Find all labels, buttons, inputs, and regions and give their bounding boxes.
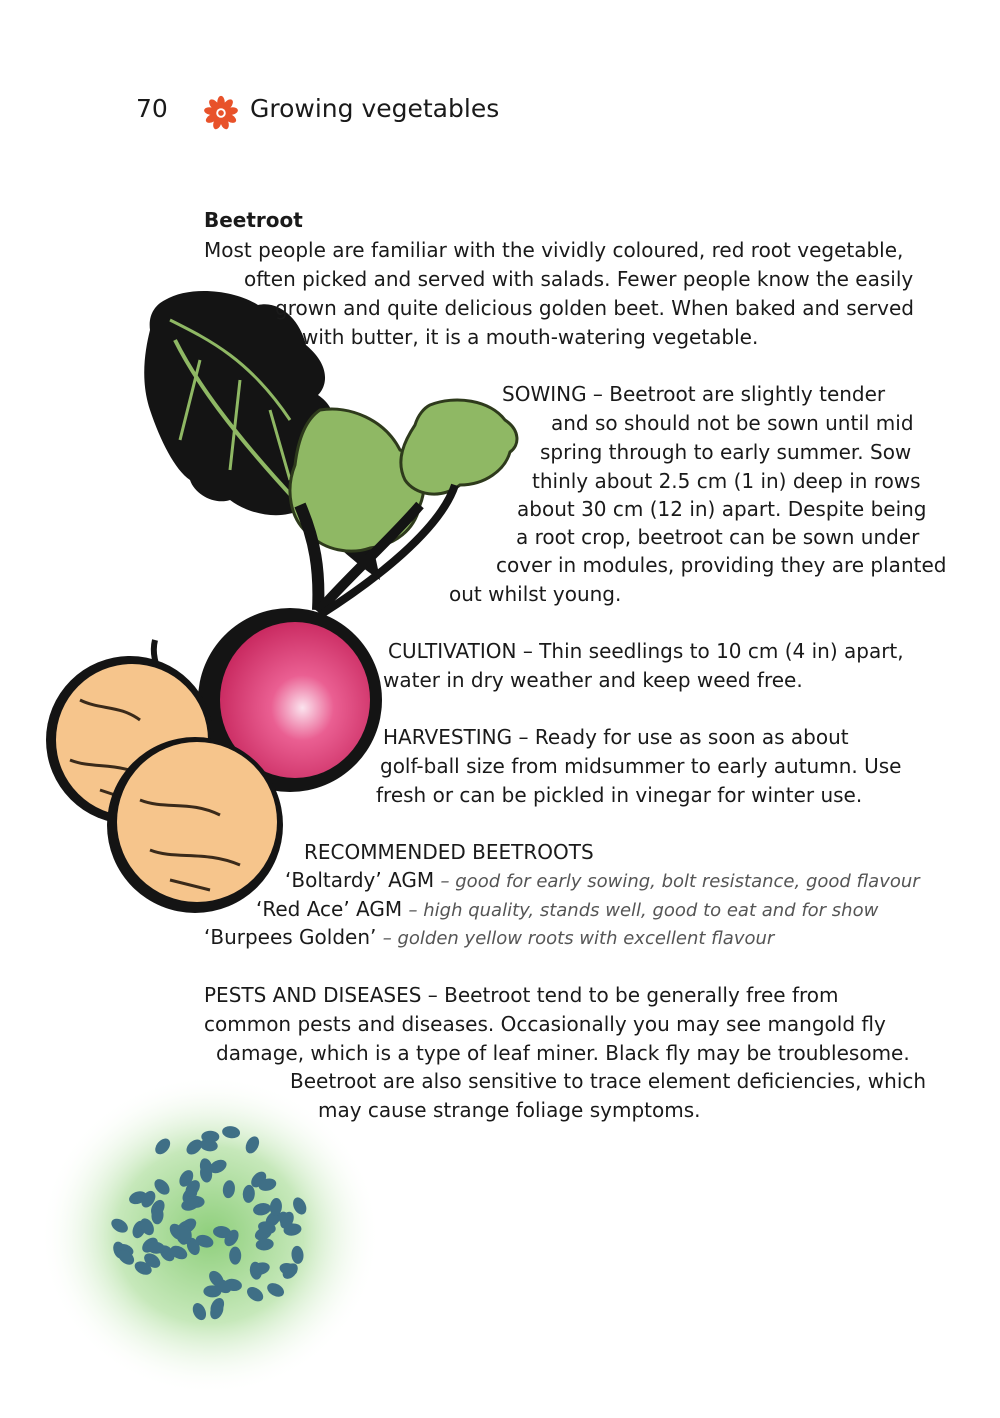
sowing-line: out whilst young.: [449, 582, 622, 606]
seed-icon: [152, 1136, 173, 1157]
seed-icon: [201, 1131, 219, 1143]
seed-icon: [252, 1202, 272, 1217]
harvesting-line: HARVESTING – Ready for use as soon as about: [383, 725, 849, 749]
variety-row: [285, 866, 920, 896]
sowing-line: a root crop, beetroot can be sown under: [516, 525, 920, 549]
page-number: 70: [136, 94, 168, 123]
section-title: Beetroot: [204, 208, 303, 232]
pests-line: common pests and diseases. Occasionally you may see mangold fly: [204, 1012, 886, 1036]
variety-name: ‘Burpees Golden’: [204, 925, 377, 949]
seed-icon: [190, 1301, 208, 1322]
sowing-line: about 30 cm (12 in) apart. Despite being: [517, 497, 927, 521]
seed-icon: [244, 1284, 266, 1304]
sowing-line: SOWING – Beetroot are slightly tender: [502, 382, 886, 406]
variety-note: – high quality, stands well, good to eat and for show: [408, 900, 879, 921]
sowing-line: and so should not be sown until mid: [551, 411, 914, 435]
harvesting-line: golf-ball size from midsummer to early autumn. Use: [380, 754, 902, 778]
seed-icon: [242, 1185, 255, 1204]
sowing-line: cover in modules, providing they are planted: [496, 553, 947, 577]
sowing-line: spring through to early summer. Sow: [540, 440, 912, 464]
pests-line: Beetroot are also sensitive to trace element deficiencies, which: [290, 1069, 927, 1093]
intro-line: often picked and served with salads. Fewer people know the easily: [244, 267, 914, 291]
intro-line: with butter, it is a mouth-watering vegetable.: [302, 325, 759, 349]
seed-icon: [243, 1134, 262, 1155]
harvesting-line: fresh or can be pickled in vinegar for winter use.: [376, 783, 863, 807]
running-title: Growing vegetables: [250, 94, 500, 123]
seed-icon: [109, 1216, 131, 1236]
sowing-line: thinly about 2.5 cm (1 in) deep in rows: [532, 469, 921, 493]
seed-icon: [290, 1195, 308, 1216]
variety-name: ‘Boltardy’ AGM: [285, 868, 435, 892]
pests-line: may cause strange foliage symptoms.: [318, 1098, 701, 1122]
recommended-heading: RECOMMENDED BEETROOTS: [304, 840, 594, 864]
cultivation-line: water in dry weather and keep weed free.: [383, 668, 803, 692]
variety-note: – good for early sowing, bolt resistance, good flavour: [440, 871, 920, 892]
seed-icon: [221, 1125, 240, 1139]
seed-icon: [265, 1280, 287, 1299]
pests-line: PESTS AND DISEASES – Beetroot tend to be generally free from: [204, 983, 839, 1007]
variety-row: [256, 895, 878, 925]
seed-icon: [222, 1180, 236, 1199]
pests-line: damage, which is a type of leaf miner. Black fly may be troublesome.: [216, 1041, 910, 1065]
intro-line: grown and quite delicious golden beet. When baked and served: [275, 296, 914, 320]
variety-row: [204, 923, 774, 953]
seed-icon: [291, 1245, 305, 1264]
variety-note: – golden yellow roots with excellent flavour: [382, 928, 775, 949]
cultivation-line: CULTIVATION – Thin seedlings to 10 cm (4 in) apart,: [388, 639, 904, 663]
variety-name: ‘Red Ace’ AGM: [256, 897, 403, 921]
seed-icon: [229, 1247, 241, 1265]
intro-line: Most people are familiar with the vividly coloured, red root vegetable,: [204, 238, 904, 262]
